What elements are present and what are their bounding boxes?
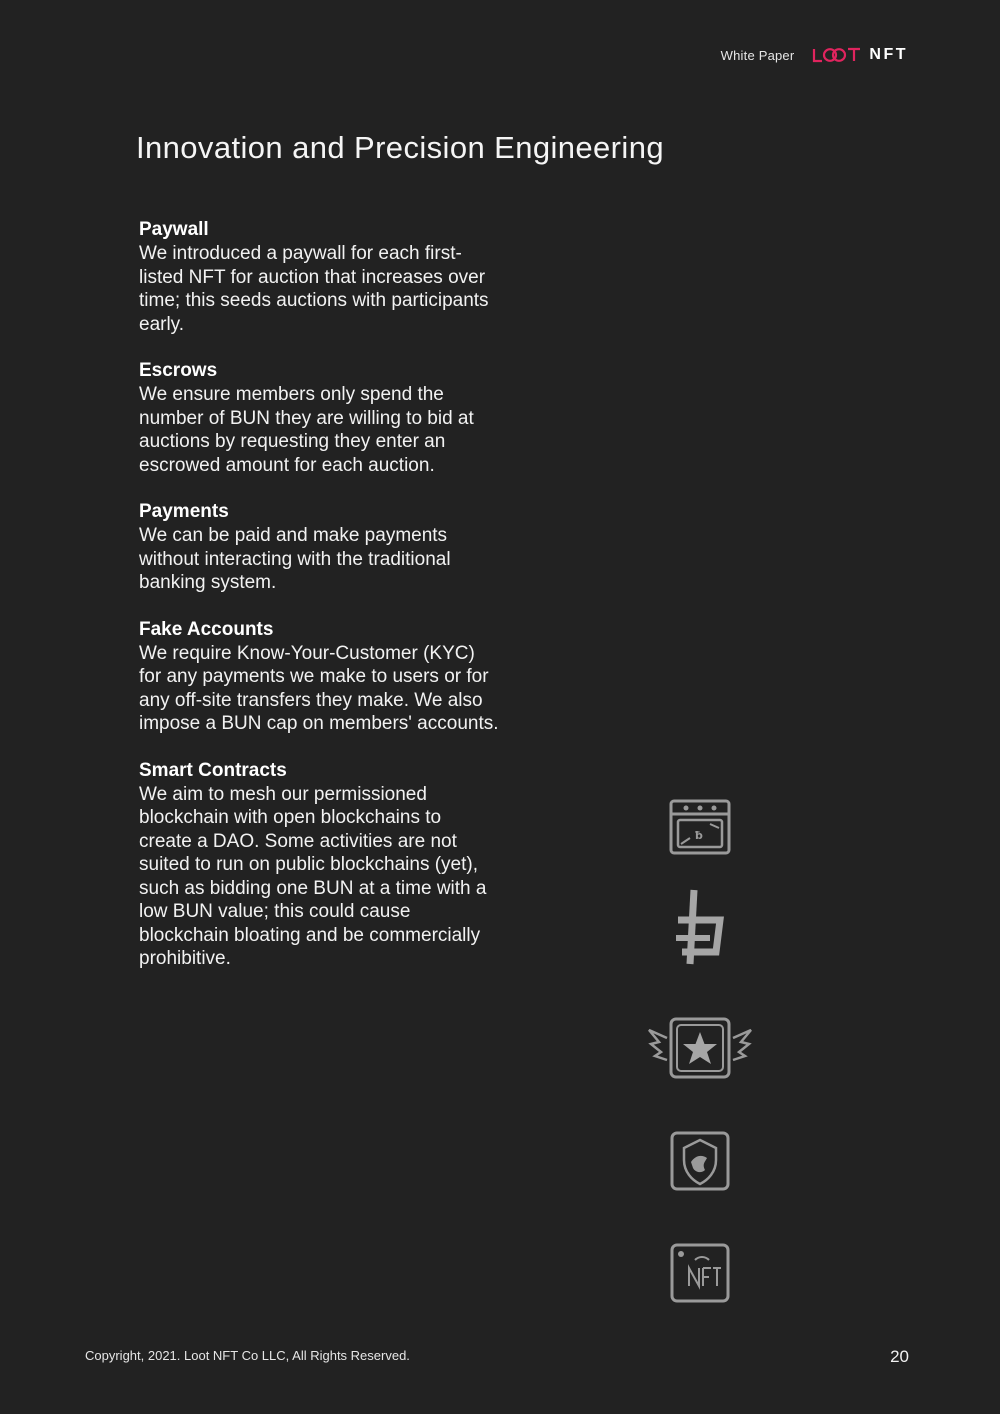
section-payments [139, 500, 499, 595]
section-escrows [139, 359, 499, 477]
section-heading: Fake Accounts [139, 618, 274, 640]
section-heading: Payments [139, 501, 229, 522]
section-heading: Paywall [139, 219, 209, 240]
logo-nft: NFT [869, 46, 908, 63]
copyright-footer: Copyright, 2021. Loot NFT Co LLC, All Rights Reserved. [85, 1348, 410, 1363]
loot-nft-logo [812, 46, 908, 64]
section-body: We introduced a paywall for each first-listed NFT for auction that increases over time; this seeds auctions with participants early. [139, 243, 489, 335]
winged-star-badge-icon [647, 1016, 753, 1080]
section-body: We can be paid and make payments without interacting with the traditional banking system. [139, 525, 451, 593]
page-header [721, 46, 908, 64]
section-fake-accounts [139, 618, 499, 736]
loot-wordmark-icon [812, 47, 862, 63]
section-smart-contracts [139, 759, 499, 971]
section-body: We aim to mesh our permissioned blockchain with open blockchains to create a DAO. Some activities are not suited to run on public blockchains (yet), such as bidding one BUN at a time with a low BUN value; this could cause blockchain bloating and be commercially prohibitive. [139, 783, 487, 969]
white-paper-label: White Paper [720, 47, 795, 63]
section-body: We ensure members only spend the number of BUN they are willing to bid at auctions by requesting they enter an escrowed amount for each auction. [139, 384, 474, 476]
svg-text:ƀ: ƀ [695, 829, 703, 842]
sections [139, 218, 499, 994]
nft-tag-icon [669, 1242, 731, 1304]
logo-loot [812, 47, 862, 63]
section-heading: Escrows [139, 360, 218, 381]
section-body: We require Know-Your-Customer (KYC) for any payments we make to users or for any off-site transfers they make. We also impose a BUN cap on members' accounts. [139, 642, 499, 734]
section-heading: Smart Contracts [139, 759, 287, 781]
shield-hand-icon [669, 1130, 731, 1192]
oven-icon [668, 798, 732, 856]
section-paywall [139, 218, 499, 336]
page-number: 20 [890, 1347, 909, 1366]
bun-currency-icon [674, 886, 726, 968]
page-title: Innovation and Precision Engineering [136, 130, 664, 165]
